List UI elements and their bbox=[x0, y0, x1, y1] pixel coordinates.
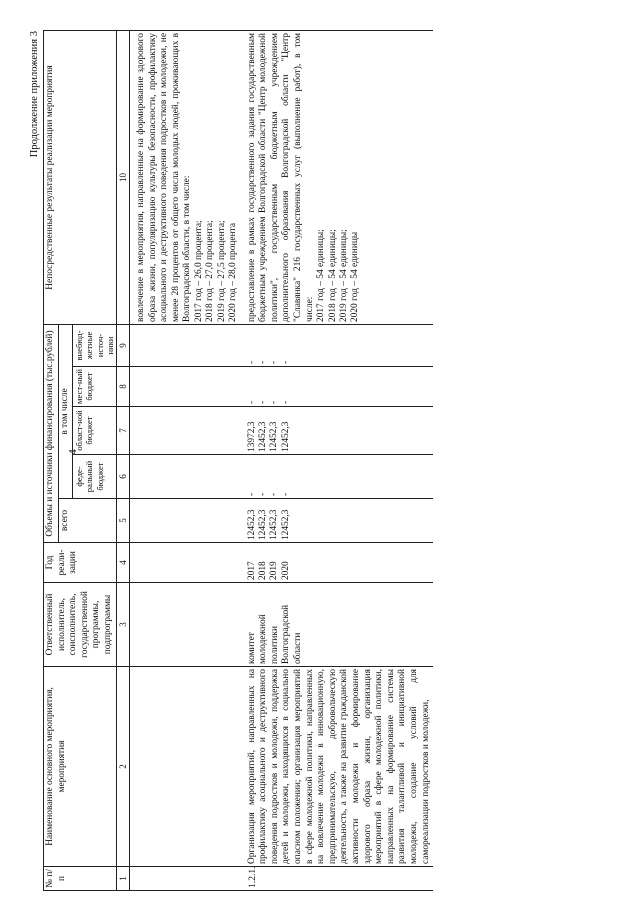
result-year-line: 2019 год – 54 единицы; bbox=[338, 229, 349, 322]
header-offbudget: внебюд-жетные источ-ники bbox=[73, 325, 117, 367]
result-year-line: 2017 год – 54 единицы; bbox=[316, 229, 327, 322]
header-total: всего bbox=[58, 499, 116, 543]
row-executor: комитет молодежной политики Волгоградской области bbox=[241, 583, 434, 667]
result-year-line: 2017 год – 26,0 процента; bbox=[193, 220, 204, 322]
federal-value: - bbox=[269, 492, 280, 496]
total-value: 12452,3 bbox=[258, 509, 268, 540]
column-number: 1 bbox=[117, 867, 130, 891]
result-year-line: 2020 год – 28,0 процента bbox=[228, 223, 239, 322]
header-finance: Объемы и источники финансирования (тыс.рублей) bbox=[44, 325, 59, 543]
offbudget-value: - bbox=[246, 360, 257, 364]
row-local-cell bbox=[130, 367, 241, 407]
result-year-line: 2019 год – 27,5 процента; bbox=[216, 220, 227, 322]
results-cell-top bbox=[130, 31, 241, 325]
table-row bbox=[241, 31, 434, 891]
local-value: - bbox=[246, 400, 257, 404]
row-num-cell bbox=[130, 867, 241, 891]
page-number: 4 bbox=[67, 449, 79, 455]
local-value: - bbox=[269, 400, 280, 404]
row-name: Организация мероприятий, направленных на профилактику асоциального и деструктивного поведения подростков и молодежи, поддержка детей и молодежи, находящихся в социально опасном положении; организация мероприятий в сфере молодежной политики, направленных на вовлечение молодежи в инновационную, предпринимательскую, добровольческую деятельность, а также на развитие гражданской активности молодежи и формирование здорового образа жизни, организация мероприятий в сфере молодежной политики, направленных на формирование системы развития талантливой и инициативной молодежи, создание условий для самореализации подростков и молодежи, bbox=[241, 667, 434, 867]
results-years-top bbox=[194, 33, 240, 322]
year-value: 2018 bbox=[258, 561, 268, 580]
federal-value: - bbox=[246, 492, 257, 496]
total-value: 12452,3 bbox=[280, 509, 291, 540]
row-regional-cell bbox=[130, 407, 241, 455]
local-value: - bbox=[280, 400, 291, 404]
offbudget-value: - bbox=[269, 360, 280, 364]
row-executor-cell bbox=[130, 583, 241, 667]
offbudget-value: - bbox=[280, 360, 291, 364]
header-year: Год реали-зации bbox=[44, 543, 117, 583]
header-results: Непосредственные результаты реализации мероприятия bbox=[44, 31, 117, 325]
results-years bbox=[316, 33, 362, 322]
header-federal: феде-ральный бюджет bbox=[73, 455, 117, 499]
result-year-line: 2020 год – 54 единицы bbox=[350, 231, 361, 322]
row-totals bbox=[241, 499, 434, 543]
result-year-line: 2018 год – 27,0 процента; bbox=[205, 220, 216, 322]
header-num: № п/п bbox=[44, 867, 117, 891]
year-value: 2019 bbox=[269, 561, 280, 580]
row-offbudget bbox=[241, 325, 434, 367]
row-years bbox=[241, 543, 434, 583]
row-regional bbox=[241, 407, 434, 455]
local-value: - bbox=[258, 400, 268, 404]
column-number: 4 bbox=[117, 543, 130, 583]
row-federal-cell bbox=[130, 455, 241, 499]
header-local: мест-ный бюджет bbox=[73, 367, 117, 407]
result-year-line: 2018 год – 54 единицы; bbox=[327, 229, 338, 322]
appendix-note: Продолжение приложения 3 bbox=[29, 31, 40, 158]
row-total-cell bbox=[130, 499, 241, 543]
results-cell bbox=[241, 31, 434, 325]
column-number: 10 bbox=[117, 31, 130, 325]
federal-value: - bbox=[280, 492, 291, 496]
header-regional: област-ной бюджет bbox=[73, 407, 117, 455]
column-number: 9 bbox=[117, 325, 130, 367]
row-number: 1.2.1. bbox=[241, 867, 434, 891]
header-executor: Ответственный исполнитель, соисполнитель, государственной программы, подпрограммы bbox=[44, 583, 117, 667]
row-year-cell bbox=[130, 543, 241, 583]
regional-value: 12452,3 bbox=[280, 421, 291, 452]
row-name-cell bbox=[130, 667, 241, 867]
header-name: Наименование основного мероприятия, мероприятия bbox=[44, 667, 117, 867]
regional-value: 12452,3 bbox=[258, 421, 268, 452]
federal-value: - bbox=[258, 492, 268, 496]
total-value: 12452,3 bbox=[269, 509, 280, 540]
column-number: 6 bbox=[117, 455, 130, 499]
results-text-top: вовлечение в мероприятия, направленные на формирование здорового образа жизни, популяризацию культуры безопасности, профилактику асоциального и деструктивного поведения подростков и молодежи, не менее 28 процентов от общего числа молодых людей, проживающих в Волгоградской области, в том числе: bbox=[136, 33, 193, 322]
column-number: 8 bbox=[117, 367, 130, 407]
header-including: в том числе bbox=[58, 325, 73, 499]
results-text: предоставление в рамках государственного задания государственным бюджетным учреждением Волгоградской области "Центр молодежной политики", государственным бюджетным учреждением дополнительного образования Волгоградской области "Центр "Славянка" 216 государственных услуг (выполнение работ), в том числе: bbox=[246, 33, 315, 322]
regional-value: 13972,3 bbox=[246, 421, 257, 452]
year-value: 2020 bbox=[280, 561, 291, 580]
column-number: 5 bbox=[117, 499, 130, 543]
regional-value: 12452,3 bbox=[269, 421, 280, 452]
column-number-row bbox=[117, 31, 130, 891]
column-number: 3 bbox=[117, 583, 130, 667]
column-number: 7 bbox=[117, 407, 130, 455]
row-federal bbox=[241, 455, 434, 499]
total-value: 12452,3 bbox=[246, 509, 257, 540]
row-local bbox=[241, 367, 434, 407]
table-row bbox=[130, 31, 241, 891]
year-value: 2017 bbox=[246, 561, 257, 580]
column-number: 2 bbox=[117, 667, 130, 867]
row-offbudget-cell bbox=[130, 325, 241, 367]
program-table bbox=[43, 30, 433, 891]
offbudget-value: - bbox=[258, 360, 268, 364]
